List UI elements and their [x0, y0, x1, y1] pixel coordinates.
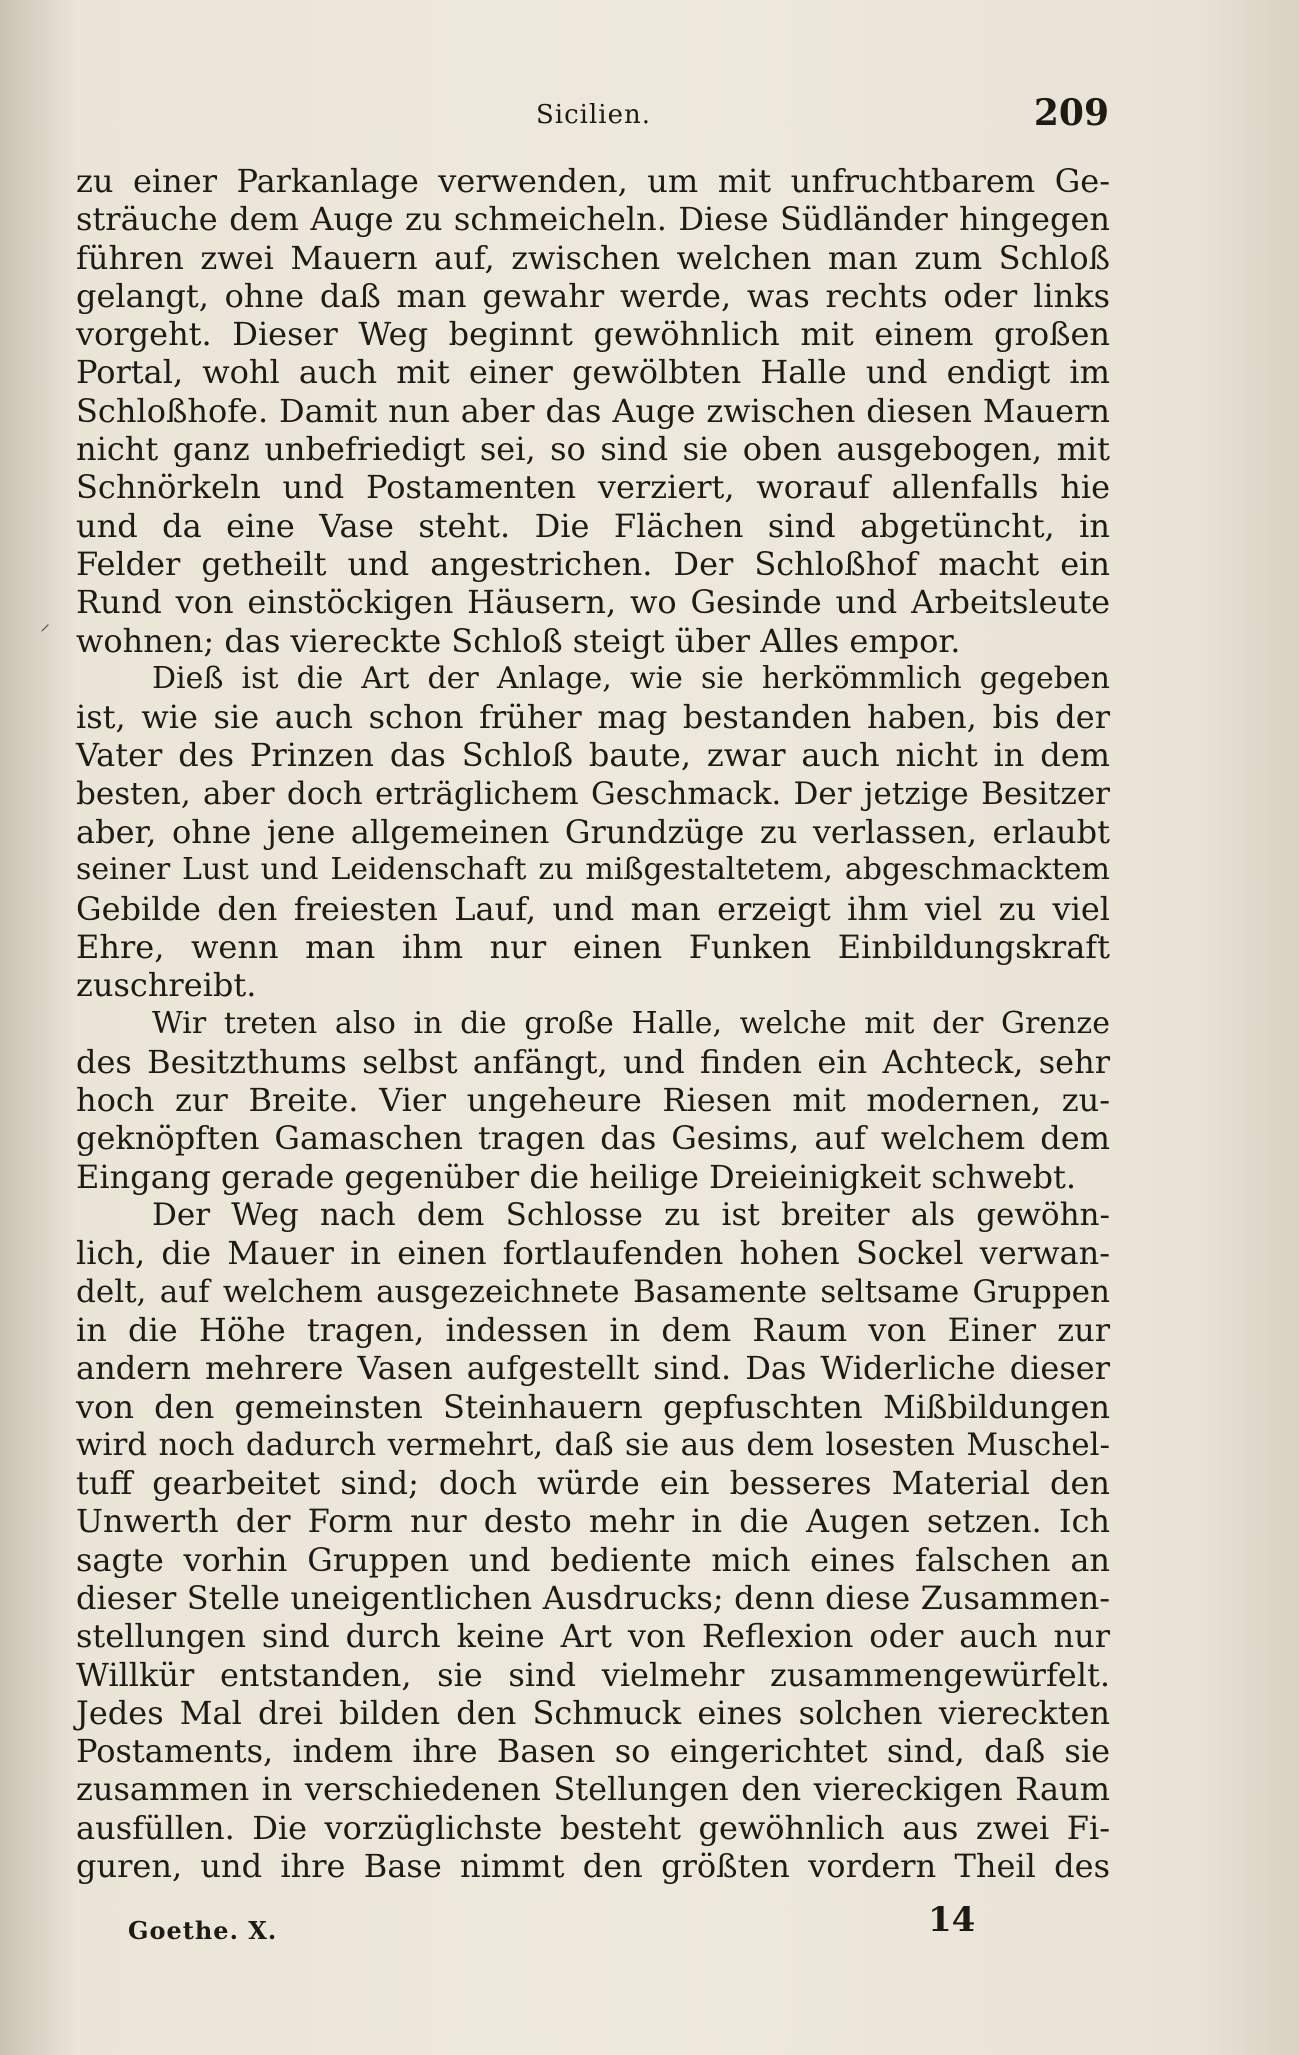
margin-mark: ⸝	[40, 611, 50, 635]
text-line: Portal, wohl auch mit einer gewölbten Halle und endigt im	[76, 353, 1110, 392]
text-line: zu einer Parkanlage verwenden, um mit unfruchtbarem Ge-	[76, 162, 1110, 200]
text-line: Jedes Mal drei bilden den Schmuck eines solchen viereckten	[76, 1693, 1110, 1732]
page-footer	[128, 1900, 988, 1950]
text-line: zusammen in verschiedenen Stellungen den viereckigen Raum	[76, 1770, 1110, 1809]
text-line: Rund von einstöckigen Häusern, wo Gesinde und Arbeitsleute	[76, 583, 1110, 622]
text-line: Ehre, wenn man ihm nur einen Funken Einbildungskraft	[76, 927, 1110, 966]
text-line: des Besitzthums selbst anfängt, und finden ein Achteck, sehr	[76, 1042, 1110, 1081]
text-line: guren, und ihre Base nimmt den größten vordern Theil des	[76, 1847, 1110, 1886]
printer-signature: Goethe. X.	[128, 1916, 278, 1945]
page-header	[78, 92, 1109, 144]
text-line: Schnörkeln und Postamenten verziert, worauf allenfalls hie	[76, 468, 1110, 507]
text-line: vorgeht. Dieser Weg beginnt gewöhnlich mit einem großen	[76, 315, 1110, 354]
text-line: lich, die Mauer in einen fortlaufenden hohen Sockel verwan-	[76, 1234, 1110, 1273]
text-line: Dieß ist die Art der Anlage, wie sie herkömmlich gegeben	[152, 660, 1110, 696]
page-number: 209	[1033, 92, 1109, 134]
text-line: wird noch dadurch vermehrt, daß sie aus dem losesten Muschel-	[76, 1426, 1110, 1463]
text-line: Schloßhofe. Damit nun aber das Auge zwischen diesen Mauern	[76, 391, 1110, 430]
text-line: stellungen sind durch keine Art von Reflexion oder auch nur	[76, 1617, 1110, 1656]
text-line: gelangt, ohne daß man gewahr werde, was rechts oder links	[76, 276, 1110, 315]
text-line: Willkür entstanden, sie sind vielmehr zusammengewürfelt.	[76, 1655, 1110, 1694]
text-line: und da eine Vase steht. Die Flächen sind abgetüncht, in	[76, 506, 1110, 545]
text-line: Vater des Prinzen das Schloß baute, zwar auch nicht in dem	[76, 736, 1110, 775]
sheet-number: 14	[928, 1900, 976, 1940]
text-line: tuff gearbeitet sind; doch würde ein besseres Material den	[76, 1464, 1110, 1503]
text-line: aber, ohne jene allgemeinen Grundzüge zu verlassen, erlaubt	[76, 813, 1110, 852]
text-line: Gebilde den freiesten Lauf, und man erzeigt ihm viel zu viel	[76, 889, 1110, 928]
text-line: delt, auf welchem ausgezeichnete Basamente seltsame Gruppen	[76, 1273, 1110, 1310]
text-line: seiner Lust und Leidenschaft zu mißgestaltetem, abgeschmacktem	[76, 852, 1110, 888]
text-line: zuschreibt.	[76, 966, 257, 1005]
text-line: ausfüllen. Die vorzüglichste besteht gewöhnlich aus zwei Fi-	[76, 1808, 1110, 1847]
text-line: Eingang gerade gegenüber die heilige Dreieinigkeit schwebt.	[76, 1157, 1077, 1196]
text-line: Unwerth der Form nur desto mehr in die Augen setzen. Ich	[76, 1502, 1110, 1541]
text-line: wohnen; das viereckte Schloß steigt über Alles empor.	[76, 621, 961, 660]
text-line: Postaments, indem ihre Basen so eingerichtet sind, daß sie	[76, 1732, 1110, 1771]
text-line: ist, wie sie auch schon früher mag bestanden haben, bis der	[76, 698, 1110, 737]
text-line: geknöpften Gamaschen tragen das Gesims, auf welchem dem	[76, 1119, 1110, 1158]
text-line: von den gemeinsten Steinhauern gepfuschten Mißbildungen	[76, 1387, 1110, 1426]
text-line: besten, aber doch erträglichem Geschmack. Der jetzige Besitzer	[76, 775, 1110, 812]
text-line: nicht ganz unbefriedigt sei, so sind sie oben ausgebogen, mit	[76, 430, 1110, 469]
text-line: andern mehrere Vasen aufgestellt sind. Das Widerliche dieser	[76, 1349, 1110, 1388]
text-line: Der Weg nach dem Schlosse zu ist breiter als gewöhn-	[152, 1197, 1110, 1234]
text-line: führen zwei Mauern auf, zwischen welchen man zum Schloß	[76, 238, 1110, 277]
body-text	[76, 162, 1110, 1885]
text-line: Wir treten also in die große Halle, welche mit der Grenze	[152, 1005, 1110, 1041]
running-head: Sicilien.	[535, 100, 652, 130]
text-line: hoch zur Breite. Vier ungeheure Riesen mit modernen, zu-	[76, 1081, 1110, 1120]
text-line: in die Höhe tragen, indessen in dem Raum von Einer zur	[76, 1310, 1110, 1349]
text-line: dieser Stelle uneigentlichen Ausdrucks; denn diese Zusammen-	[76, 1578, 1110, 1617]
text-line: sträuche dem Auge zu schmeicheln. Diese Südländer hingegen	[76, 200, 1110, 239]
text-line: Felder getheilt und angestrichen. Der Schloßhof macht ein	[76, 544, 1110, 583]
text-line: sagte vorhin Gruppen und bediente mich eines falschen an	[76, 1540, 1110, 1579]
